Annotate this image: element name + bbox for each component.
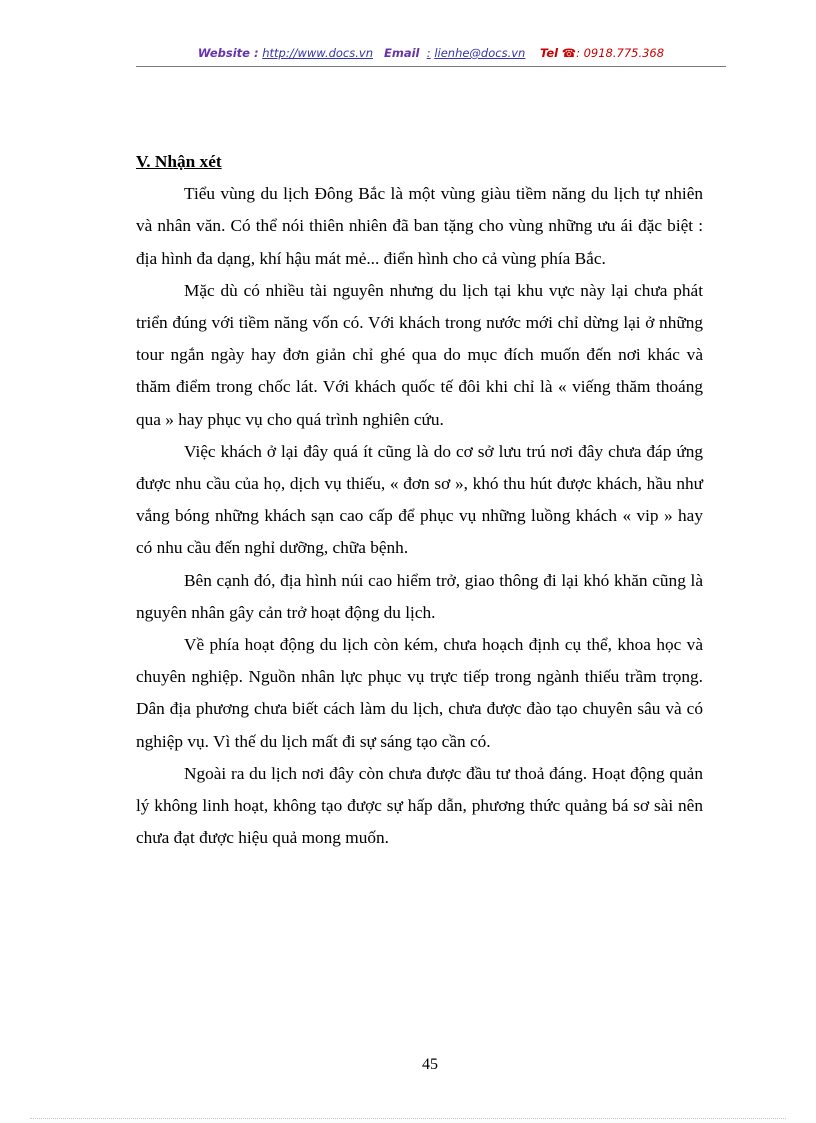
phone-icon: ☎ xyxy=(561,46,577,60)
paragraph: Ngoài ra du lịch nơi đây còn chưa được đầu tư thoả đáng. Hoạt động quản lý không linh hoạt, không tạo được sự hấp dẫn, phương thức quảng bá sơ sài nên chưa đạt được hiệu quả mong muốn. xyxy=(136,763,703,848)
email-separator: : xyxy=(426,46,431,60)
header-divider xyxy=(136,66,726,67)
email-label: Email xyxy=(383,46,420,60)
page-header xyxy=(136,46,726,60)
website-label: Website : xyxy=(197,46,259,60)
tel-value: : 0918.775.368 xyxy=(576,46,665,60)
document-body xyxy=(136,146,703,854)
email-link[interactable]: lienhe@docs.vn xyxy=(434,46,526,60)
paragraph: Về phía hoạt động du lịch còn kém, chưa hoạch định cụ thể, khoa học và chuyên nghiệp. Nguồn nhân lực phục vụ trực tiếp trong ngành thiếu trầm trọng. Dân địa phương chưa biết cách làm du lịch, chưa được đào tạo chuyên sâu và có nghiệp vụ. Vì thế du lịch mất đi sự sáng tạo cần có. xyxy=(136,635,703,751)
page-bottom-border xyxy=(30,1118,786,1119)
tel-label: Tel xyxy=(539,46,559,60)
section-title: V. Nhận xét xyxy=(136,152,222,171)
paragraph: Bên cạnh đó, địa hình núi cao hiểm trở, giao thông đi lại khó khăn cũng là nguyên nhân gây cản trở hoạt động du lịch. xyxy=(136,570,703,622)
paragraph: Tiểu vùng du lịch Đông Bắc là một vùng giàu tiềm năng du lịch tự nhiên và nhân văn. Có thể nói thiên nhiên đã ban tặng cho vùng những ưu ái đặc biệt : địa hình đa dạng, khí hậu mát mẻ... điển hình cho cả vùng phía Bắc. xyxy=(136,184,703,268)
page-number: 45 xyxy=(422,1056,438,1073)
paragraph: Mặc dù có nhiều tài nguyên nhưng du lịch tại khu vực này lại chưa phát triển đúng với tiềm năng vốn có. Với khách trong nước mới chỉ dừng lại ở những tour ngắn ngày hay đơn giản chỉ ghé qua do mục đích muốn đến nơi khác và thăm điểm trong chốc lát. Với khách quốc tế đôi khi chỉ là « viếng thăm thoáng qua » hay phục vụ cho quá trình nghiên cứu. xyxy=(136,280,703,429)
paragraph: Việc khách ở lại đây quá ít cũng là do cơ sở lưu trú nơi đây chưa đáp ứng được nhu cầu của họ, dịch vụ thiếu, « đơn sơ », khó thu hút được khách, hầu như vắng bóng những khách sạn cao cấp để phục vụ những luồng khách « vip » hay có nhu cầu đến nghỉ dưỡng, chữa bệnh. xyxy=(136,441,703,558)
website-link[interactable]: http://www.docs.vn xyxy=(262,46,374,60)
